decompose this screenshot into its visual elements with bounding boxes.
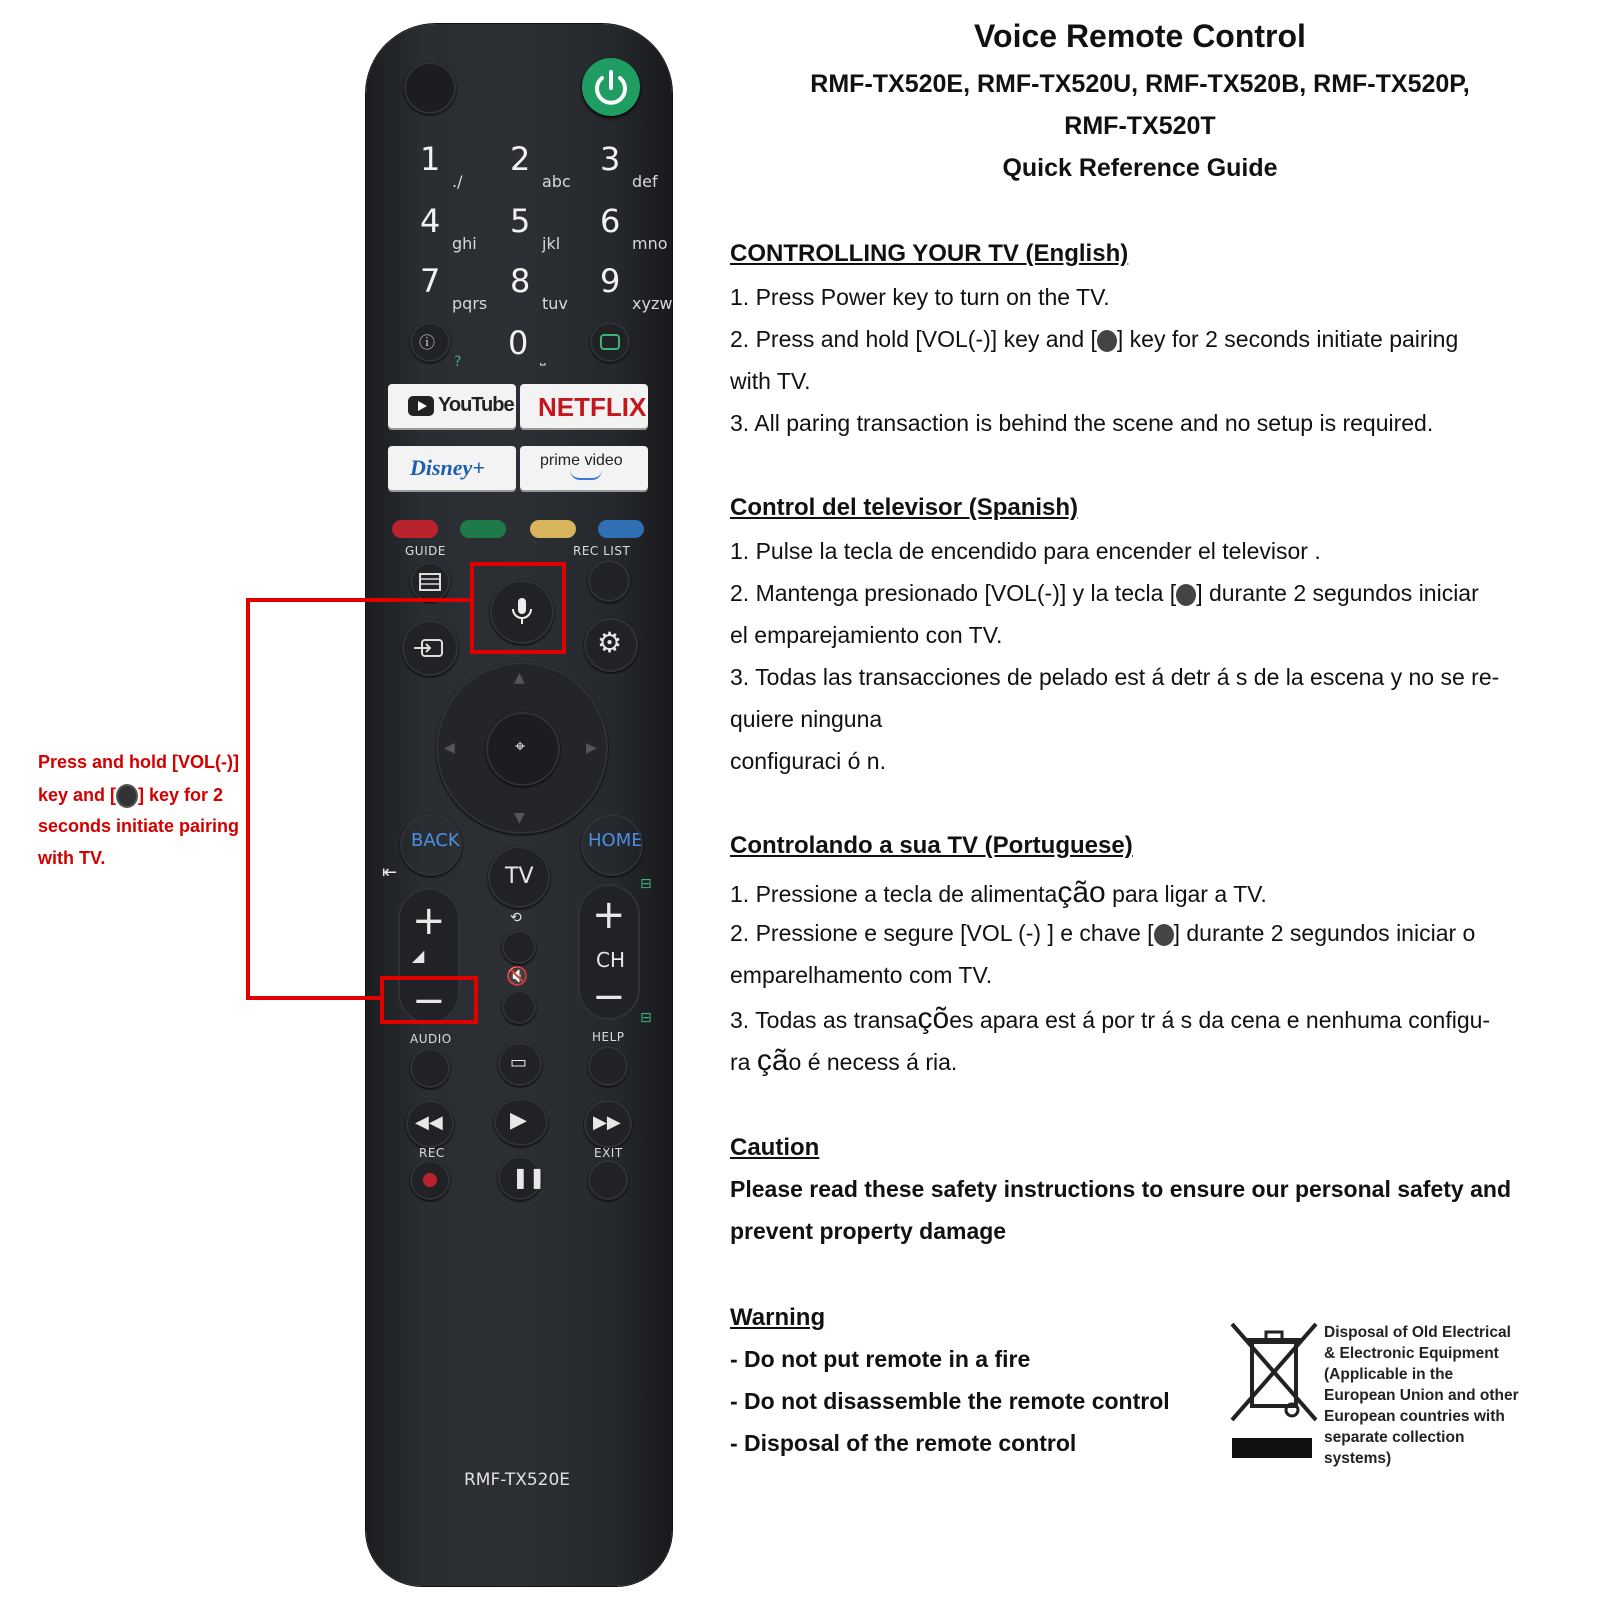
mute-button[interactable]: [502, 990, 536, 1024]
back-button[interactable]: BACK: [411, 830, 460, 851]
key-8-letters: tuv: [542, 294, 568, 313]
mic-icon: [1097, 330, 1117, 352]
spanish-line-3: el emparejamiento con TV.: [730, 622, 1003, 648]
prime-video-label: prime video: [540, 452, 623, 469]
caution-line-2: prevent property damage: [730, 1218, 1007, 1244]
key-7-letters: pqrs: [452, 294, 488, 313]
crossed-bin-icon: [1228, 1320, 1320, 1460]
help-icon: ?: [454, 354, 462, 370]
portuguese-line-1c: para ligar a TV.: [1105, 881, 1267, 907]
guide-button[interactable]: [410, 562, 450, 602]
english-line-1: 1. Press Power key to turn on the TV.: [730, 284, 1110, 310]
guide-icon: [410, 562, 450, 602]
spanish-heading: Control del televisor (Spanish): [730, 494, 1079, 521]
mic-icon: [1176, 584, 1196, 606]
rec-label: REC: [419, 1146, 445, 1160]
callout-line-2a: key and [: [38, 784, 117, 805]
spanish-line-2b: ] durante 2 segundos iniciar: [1196, 580, 1479, 606]
rewind-button[interactable]: [406, 1100, 454, 1148]
prime-smile-icon: [570, 470, 602, 480]
sync-icon: ⟲: [510, 910, 522, 926]
weee-line-3: (Applicable in the: [1324, 1366, 1454, 1383]
netflix-button[interactable]: [520, 384, 648, 428]
channel-up-button[interactable]: +: [592, 892, 626, 938]
page-title: Voice Remote Control: [974, 18, 1306, 54]
exit-label: EXIT: [594, 1146, 623, 1160]
caution-heading: Caution: [730, 1134, 820, 1161]
power-icon: [582, 58, 640, 116]
mic-highlight-box: [470, 562, 566, 654]
volume-down-button[interactable]: −: [412, 978, 446, 1024]
warning-line-2: - Do not disassemble the remote control: [730, 1388, 1170, 1414]
disney-plus-button[interactable]: [388, 446, 516, 490]
red-button[interactable]: [392, 520, 438, 538]
english-line-2b: ] key for 2 seconds initiate pairing: [1116, 326, 1459, 352]
key-1[interactable]: 1: [420, 140, 441, 178]
portuguese-line-4a: 3. Todas as transa: [730, 1007, 918, 1033]
sync-button[interactable]: [502, 930, 536, 964]
info-button[interactable]: ⓘ: [410, 322, 450, 362]
english-line-2: [730, 326, 1458, 353]
input-icon: [402, 620, 458, 676]
key-3-letters: def: [632, 172, 658, 191]
key-3[interactable]: 3: [600, 140, 621, 178]
space-icon: ⎵: [540, 350, 546, 366]
callout-line-2b: ] key for 2: [138, 784, 224, 805]
volume-icon: ◢: [412, 946, 425, 965]
spanish-line-5: quiere ninguna: [730, 706, 883, 732]
portuguese-heading: Controlando a sua TV (Portuguese): [730, 832, 1133, 859]
portuguese-line-1b: ção: [1057, 876, 1106, 909]
settings-button[interactable]: [584, 618, 638, 672]
left-arrow-icon: ◀: [444, 740, 455, 756]
vol-down-highlight-box: [380, 976, 478, 1024]
callout-line-bottom: [246, 996, 382, 1000]
caution-line-1: Please read these safety instructions to ensure our personal safety and: [730, 1176, 1511, 1202]
input-button[interactable]: [402, 620, 458, 676]
youtube-play-icon: [418, 401, 427, 411]
key-9[interactable]: 9: [600, 262, 621, 300]
key-0[interactable]: 0: [508, 324, 529, 362]
callout-line-1: Press and hold [VOL(-)]: [38, 752, 240, 772]
fast-forward-button[interactable]: [584, 1100, 632, 1148]
callout-line-vertical: [246, 598, 250, 1000]
warning-line-3: - Disposal of the remote control: [730, 1430, 1077, 1456]
english-line-2a: 2. Press and hold [VOL(-)] key and [: [730, 326, 1097, 352]
youtube-label: YouTube: [438, 394, 514, 416]
teletext-icon: [590, 322, 630, 362]
page-subtitle: Quick Reference Guide: [1002, 154, 1278, 182]
subtitle-icon: ▭: [510, 1052, 528, 1073]
up-arrow-icon: ▲: [514, 670, 525, 686]
blue-button[interactable]: [598, 520, 644, 538]
key-6[interactable]: 6: [600, 202, 621, 240]
portuguese-line-5a: ra: [730, 1049, 757, 1075]
spanish-line-6: configuraci ó n.: [730, 748, 886, 774]
right-arrow-icon: ▶: [586, 740, 597, 756]
record-icon: [423, 1173, 437, 1187]
english-line-3: with TV.: [730, 368, 811, 394]
warning-line-1: - Do not put remote in a fire: [730, 1346, 1031, 1372]
weee-line-4: European Union and other: [1324, 1387, 1519, 1404]
weee-line-7: systems): [1324, 1450, 1392, 1467]
subtitle-button[interactable]: [498, 1042, 542, 1086]
portuguese-line-4: [730, 1002, 1490, 1036]
mic-icon: [116, 784, 138, 808]
help-label: HELP: [592, 1030, 625, 1044]
rec-list-label: REC LIST: [573, 544, 631, 558]
tv-label: TV: [505, 864, 534, 889]
key-6-letters: mno: [632, 234, 668, 253]
portuguese-line-3: emparelhamento com TV.: [730, 962, 993, 988]
back-button-ring[interactable]: [400, 814, 462, 876]
weee-line-6: separate collection: [1324, 1429, 1465, 1446]
portuguese-line-2a: 2. Pressione e segure [VOL (-) ] e chave [: [730, 920, 1154, 946]
exit-button[interactable]: [588, 1160, 628, 1200]
portuguese-line-2b: ] durante 2 segundos iniciar o: [1173, 920, 1476, 946]
green-button[interactable]: [460, 520, 506, 538]
input-select-button[interactable]: [404, 62, 456, 114]
down-arrow-icon: ▼: [514, 810, 525, 826]
model-label: RMF-TX520E: [464, 1470, 571, 1490]
callout-line-4: with TV.: [38, 848, 106, 868]
play-button[interactable]: [494, 1098, 548, 1146]
play-icon: ▶: [510, 1108, 527, 1133]
key-5[interactable]: 5: [510, 202, 531, 240]
home-button[interactable]: HOME: [588, 830, 643, 851]
portuguese-line-4c: es apara est á por tr á s da cena e nenhuma configu-: [949, 1007, 1491, 1033]
portuguese-line-2: [730, 920, 1475, 947]
help-button[interactable]: [588, 1046, 628, 1086]
spanish-line-2a: 2. Mantenga presionado [VOL(-)] y la tecla [: [730, 580, 1177, 606]
english-heading: CONTROLLING YOUR TV (English): [730, 240, 1129, 267]
portuguese-line-5: [730, 1044, 957, 1078]
pause-button[interactable]: [498, 1156, 546, 1200]
fast-forward-icon: ▶▶: [593, 1112, 621, 1133]
teletext-button[interactable]: [590, 322, 630, 362]
key-9-letters: xyzw: [632, 294, 673, 313]
key-1-letters: ./: [452, 172, 463, 191]
prime-video-button[interactable]: [520, 446, 648, 490]
models-line-1: RMF-TX520E, RMF-TX520U, RMF-TX520B, RMF-TX520P,: [810, 70, 1470, 98]
home-button-ring[interactable]: [581, 814, 643, 876]
english-line-4: 3. All paring transaction is behind the scene and no setup is required.: [730, 410, 1434, 436]
yellow-button[interactable]: [530, 520, 576, 538]
ok-button[interactable]: [486, 712, 560, 786]
page-down-icon: ⊟: [640, 1010, 652, 1026]
callout-line-3: seconds initiate pairing: [38, 816, 240, 836]
weee-line-1: Disposal of Old Electrical: [1324, 1324, 1511, 1341]
spanish-line-4: 3. Todas las transacciones de pelado est á detr á s de la escena y no se re-: [730, 664, 1500, 690]
channel-label: CH: [596, 948, 626, 972]
warning-heading: Warning: [730, 1304, 826, 1331]
spanish-line-2: [730, 580, 1479, 607]
power-button[interactable]: [582, 58, 640, 116]
record-button[interactable]: [410, 1160, 450, 1200]
portuguese-line-5b: çã: [756, 1044, 789, 1077]
rec-list-button[interactable]: [588, 560, 630, 602]
audio-label: AUDIO: [410, 1032, 452, 1046]
models-line-2: RMF-TX520T: [1064, 112, 1216, 140]
key-7[interactable]: 7: [420, 262, 441, 300]
guide-label: GUIDE: [405, 544, 446, 558]
key-8[interactable]: 8: [510, 262, 531, 300]
pause-icon: ❚❚: [512, 1165, 546, 1189]
page-up-icon: ⊟: [640, 876, 652, 892]
mic-icon: [1154, 924, 1174, 946]
ok-crosshair-icon: ⌖: [515, 736, 526, 757]
channel-down-button[interactable]: −: [592, 974, 626, 1020]
portuguese-line-4b: çõ: [917, 1002, 950, 1035]
key-2-letters: abc: [542, 172, 571, 191]
rewind-icon: ◀◀: [415, 1112, 443, 1133]
netflix-label: NETFLIX: [538, 392, 647, 422]
mute-icon: 🔇: [506, 966, 529, 987]
portuguese-line-1: [730, 876, 1267, 910]
return-icon: ⇤: [382, 862, 398, 883]
disney-plus-label: Disney+: [410, 455, 485, 480]
weee-line-5: European countries with: [1324, 1408, 1505, 1425]
tv-button[interactable]: [488, 846, 550, 908]
portuguese-line-5c: o é necess á ria.: [788, 1049, 958, 1075]
key-2[interactable]: 2: [510, 140, 531, 178]
youtube-button[interactable]: [388, 384, 516, 428]
key-4-letters: ghi: [452, 234, 477, 253]
audio-button[interactable]: [410, 1048, 450, 1088]
weee-line-2: & Electronic Equipment: [1324, 1345, 1499, 1362]
volume-up-button[interactable]: +: [412, 898, 446, 944]
spanish-line-1: 1. Pulse la tecla de encendido para encender el televisor .: [730, 538, 1321, 564]
gear-icon: ⚙: [597, 626, 623, 659]
key-5-letters: jkl: [542, 234, 561, 253]
portuguese-line-1a: 1. Pressione a tecla de alimenta: [730, 881, 1058, 907]
key-4[interactable]: 4: [420, 202, 441, 240]
callout-line-2: [38, 784, 223, 808]
callout-line-top: [246, 598, 472, 602]
